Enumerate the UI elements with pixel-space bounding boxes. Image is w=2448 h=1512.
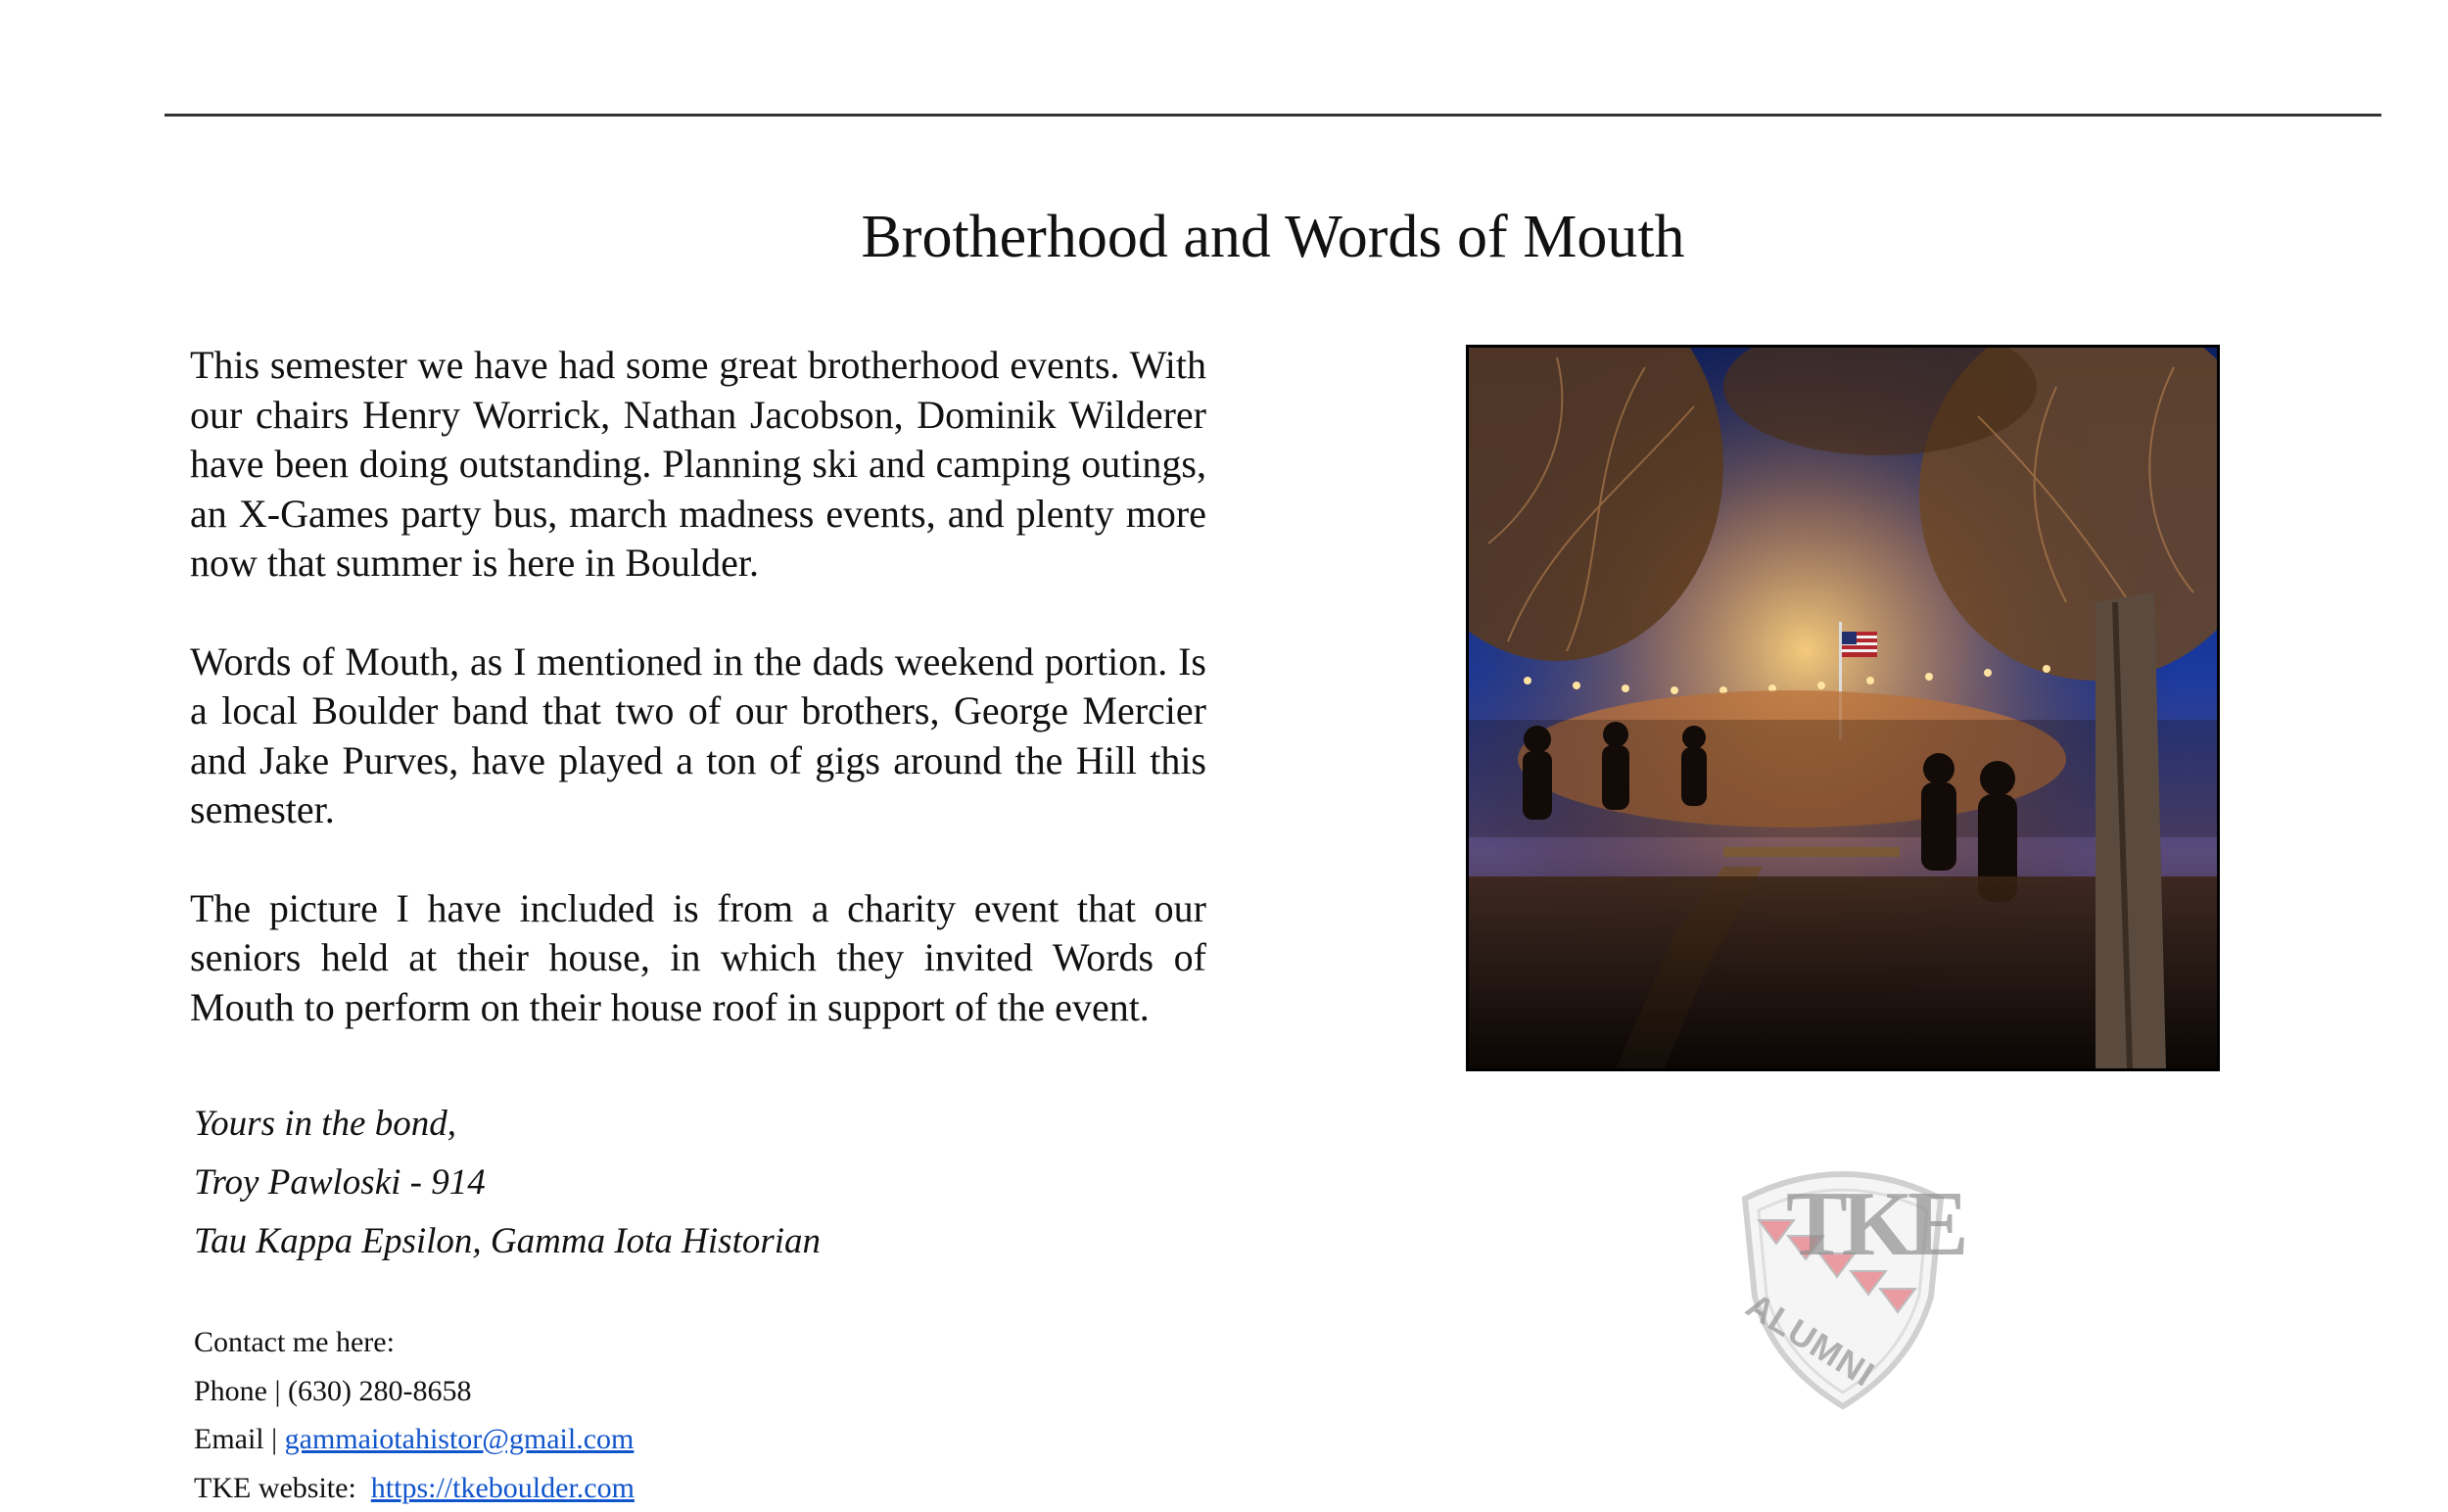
page-title: Brotherhood and Words of Mouth [0, 196, 2448, 278]
email-link[interactable]: gammaiotahistor@gmail.com [285, 1423, 635, 1455]
contact-phone-row [194, 1367, 635, 1416]
website-label: TKE website: [194, 1472, 356, 1504]
website-link[interactable]: https://tkeboulder.com [371, 1472, 635, 1504]
logo-text-overlay [1725, 1159, 1960, 1410]
contact-block [194, 1318, 635, 1512]
email-label: Email | [194, 1423, 285, 1455]
signoff-closing: Yours in the bond, [194, 1095, 821, 1154]
phone-label: Phone | [194, 1375, 288, 1407]
article-body [190, 341, 1206, 1032]
article-paragraph: The picture I have included is from a charity event that our seniors held at their house, in which they invited Words of Mouth to perform on their house roof in support of the event. [190, 884, 1206, 1033]
contact-email-row [194, 1415, 635, 1464]
signoff-role: Tau Kappa Epsilon, Gamma Iota Historian [194, 1212, 821, 1271]
phone-number: (630) 280-8658 [288, 1375, 471, 1407]
signoff-block [194, 1095, 821, 1271]
logo-tke-text: TKE [1786, 1171, 1963, 1277]
top-divider [165, 114, 2381, 117]
article-paragraph: This semester we have had some great brotherhood events. With our chairs Henry Worrick, Nathan Jacobson, Dominik Wilderer have been doing outstanding. Planning ski and camping outings, an X-Games party bus, march madness events, and plenty more now that summer is here in Boulder. [190, 341, 1206, 589]
photo-illustration [1469, 348, 2217, 1068]
logo-alumni-text: ALUMNI [1739, 1285, 1882, 1395]
charity-event-photo [1466, 345, 2220, 1071]
article-paragraph: Words of Mouth, as I mentioned in the dads weekend portion. Is a local Boulder band that two of our brothers, George Mercier and Jake Purves, have played a ton of gigs around the Hill this semester. [190, 638, 1206, 835]
contact-website-row [194, 1464, 635, 1512]
signoff-name: Troy Pawloski - 914 [194, 1154, 821, 1212]
contact-heading: Contact me here: [194, 1318, 635, 1367]
